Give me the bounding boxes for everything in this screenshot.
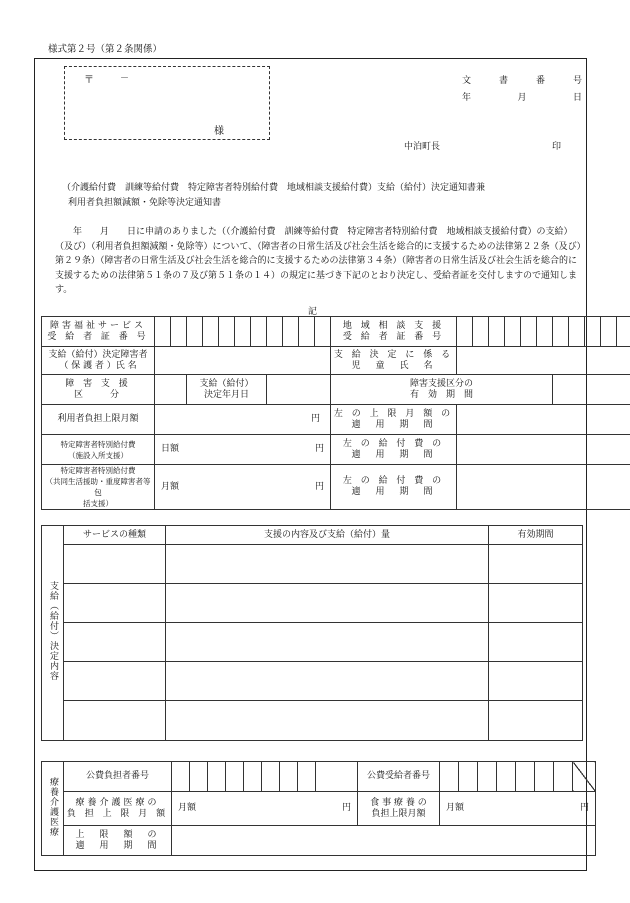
- doc-char: 番: [535, 76, 545, 86]
- digit-cell[interactable]: [203, 317, 219, 347]
- table-row: [42, 435, 630, 465]
- class-validity-field[interactable]: [553, 375, 630, 405]
- group-benefit-field[interactable]: [155, 465, 331, 510]
- content-cell[interactable]: [166, 662, 489, 701]
- digit-cell[interactable]: [473, 317, 489, 347]
- period-cell[interactable]: [489, 701, 583, 741]
- digit-cell[interactable]: [235, 317, 251, 347]
- class-validity-label: 障害支援区分の 有 効 期 間: [331, 375, 553, 405]
- table-row: [42, 465, 630, 510]
- diagonal-cell: [573, 762, 596, 792]
- monthly-amount-label: 月額: [446, 803, 465, 813]
- doc-char: 文: [462, 76, 472, 86]
- medical-care-side-label: 療養介護医療: [42, 762, 64, 856]
- child-name-label: 支 給 決 定 に 係 る 児 童 氏 名: [331, 347, 457, 375]
- table-row: [42, 826, 596, 856]
- burden-limit-field[interactable]: [155, 405, 331, 435]
- notice-title-line1: （介護給付費 訓練等給付費 特定障害者特別給付費 地域相談支援給付費）支給（給付）決定通知書兼: [62, 183, 486, 193]
- support-class-label: 障 害 支 援 区 分: [42, 375, 155, 405]
- service-cell[interactable]: [64, 623, 166, 662]
- issue-date-label: [462, 90, 582, 103]
- digit-cell[interactable]: [298, 762, 316, 792]
- service-cell[interactable]: [64, 701, 166, 741]
- digit-cell[interactable]: [251, 317, 267, 347]
- table-row: [42, 792, 596, 826]
- digit-cell[interactable]: [267, 317, 283, 347]
- digit-cell[interactable]: [299, 317, 315, 347]
- monthly-amount-label: 月額: [178, 803, 197, 813]
- form-number-label: 様式第２号（第２条関係）: [48, 44, 163, 55]
- recipient-number-label: 公費受給者番号: [358, 762, 440, 792]
- limit-period-label: 上 限 額 の 適 用 期 間: [64, 826, 172, 856]
- limit-period-field[interactable]: [457, 405, 630, 435]
- benefit-period-field[interactable]: [457, 465, 630, 510]
- burden-limit-label: 利用者負担上限月額: [42, 405, 155, 435]
- welfare-cert-no-label: 障害福祉サービス 受 給 者 証 番 号: [42, 317, 155, 347]
- digit-cell[interactable]: [208, 762, 226, 792]
- postal-mark: 〒: [84, 75, 94, 86]
- table-row: [42, 375, 630, 405]
- digit-cell[interactable]: [440, 762, 459, 792]
- doc-char: 号: [572, 76, 582, 86]
- yen-unit: 円: [314, 444, 324, 454]
- medical-care-table: [41, 761, 596, 856]
- honorific-label: 様: [214, 126, 224, 137]
- content-cell[interactable]: [166, 623, 489, 662]
- spacer-cell: [316, 762, 358, 792]
- monthly-amount-label: 月額: [161, 481, 180, 492]
- table-row: [42, 584, 583, 623]
- recipient-name-field[interactable]: [155, 347, 331, 375]
- col-validity-period: 有効期間: [489, 526, 583, 545]
- issuer-name: 中泊町長: [404, 142, 441, 152]
- digit-cell[interactable]: [537, 317, 553, 347]
- medical-limit-field[interactable]: [172, 792, 358, 826]
- digit-cell[interactable]: [244, 762, 262, 792]
- date-month: 月: [517, 93, 527, 103]
- digit-cell[interactable]: [171, 317, 187, 347]
- table-row: [42, 317, 630, 347]
- seal-mark: 印: [552, 142, 562, 152]
- decision-date-field[interactable]: [267, 375, 331, 405]
- table-row: [42, 526, 583, 545]
- payer-number-label: 公費負担者番号: [64, 762, 172, 792]
- group-benefit-label: 特定障害者特別給付費 （共同生活援助・重度障害者等包 括支援）: [42, 465, 155, 510]
- col-service-type: サービスの種類: [64, 526, 166, 545]
- benefit-period-label: 左 の 給 付 費 の 適 用 期 間: [331, 435, 457, 465]
- document-number-label: [462, 73, 582, 86]
- digit-cell[interactable]: [283, 317, 299, 347]
- limit-period-field[interactable]: [172, 826, 596, 856]
- benefit-period-label: 左 の 給 付 費 の 適 用 期 間: [331, 465, 457, 510]
- digit-cell[interactable]: [262, 762, 280, 792]
- recipient-info-table: [41, 316, 630, 510]
- digit-cell[interactable]: [521, 317, 537, 347]
- period-cell[interactable]: [489, 662, 583, 701]
- decision-content-side-label: 支給（給付）決定内容: [42, 526, 64, 741]
- digit-cell[interactable]: [516, 762, 535, 792]
- table-row: [42, 347, 630, 375]
- ki-heading: 記: [308, 307, 318, 317]
- digit-cell[interactable]: [190, 762, 208, 792]
- address-box: [64, 66, 270, 140]
- digit-cell[interactable]: [226, 762, 244, 792]
- period-cell[interactable]: [489, 584, 583, 623]
- support-class-field[interactable]: [155, 375, 187, 405]
- service-cell[interactable]: [64, 662, 166, 701]
- digit-cell[interactable]: [554, 762, 573, 792]
- medical-limit-label: 療養介護医療の 負 担 上 限 月 額: [64, 792, 172, 826]
- content-cell[interactable]: [166, 584, 489, 623]
- table-row: [42, 662, 583, 701]
- table-row: [42, 762, 596, 792]
- content-cell[interactable]: [166, 701, 489, 741]
- date-day: 日: [572, 93, 582, 103]
- service-cell[interactable]: [64, 584, 166, 623]
- table-row: [42, 701, 583, 741]
- digit-cell[interactable]: [617, 317, 630, 347]
- meal-limit-field[interactable]: [440, 792, 596, 826]
- period-cell[interactable]: [489, 623, 583, 662]
- service-cell[interactable]: [64, 545, 166, 584]
- digit-cell[interactable]: [172, 762, 190, 792]
- digit-cell[interactable]: [489, 317, 505, 347]
- digit-cell[interactable]: [280, 762, 298, 792]
- digit-cell[interactable]: [457, 317, 473, 347]
- digit-cell[interactable]: [219, 317, 235, 347]
- community-cert-no-label: 地 域 相 談 支 援 受 給 者 証 番 号: [331, 317, 457, 347]
- digit-cell[interactable]: [187, 317, 203, 347]
- digit-cell[interactable]: [497, 762, 516, 792]
- benefit-period-field[interactable]: [457, 435, 630, 465]
- digit-cell[interactable]: [535, 762, 554, 792]
- decision-content-table: [41, 525, 583, 741]
- facility-benefit-label: 特定障害者特別給付費 （施設入所支援）: [42, 435, 155, 465]
- digit-cell[interactable]: [505, 317, 521, 347]
- digit-cell[interactable]: [315, 317, 331, 347]
- table-row: [42, 623, 583, 662]
- content-cell[interactable]: [166, 545, 489, 584]
- col-support-content: 支援の内容及び支給（給付）量: [166, 526, 489, 545]
- period-cell[interactable]: [489, 545, 583, 584]
- digit-cell[interactable]: [601, 317, 617, 347]
- digit-cell[interactable]: [155, 317, 171, 347]
- digit-cell[interactable]: [553, 317, 569, 347]
- yen-unit: 円: [341, 803, 351, 813]
- digit-cell[interactable]: [569, 317, 585, 347]
- table-row: [42, 405, 630, 435]
- notice-body-text: 年 月 日に申請のありました（（介護給付費 訓練等給付費 特定障害者特別給付費 地域相談支援給付費）の支給）（及び）（利用者負担額減額・免除等）について、（障害者の日常生活及び社会生活を総合的に支援するための法律第２２条（及び）第２９条）（障害者の日常生活及び社会生活を総合的に支援するための法律第３４条）（障害者の日常生活及び社会生活を総合的に支援するための法律第５１条の７及び第５１条の１４）の規定に基づき下記のとおり決定し、受給者証を交付しますので通知します。: [55, 227, 582, 295]
- recipient-name-label: 支給（給付）決定障害者 （ 保 護 者 ）氏 名: [42, 347, 155, 375]
- table-row: [42, 545, 583, 584]
- doc-char: 書: [498, 76, 508, 86]
- child-name-field[interactable]: [457, 347, 630, 375]
- decision-date-label: 支給（給付） 決定年月日: [187, 375, 267, 405]
- postal-dash: －: [120, 74, 130, 84]
- yen-unit: 円: [579, 803, 589, 813]
- notice-title-line2: 利用者負担額減額・免除等決定通知書: [68, 198, 222, 208]
- date-year: 年: [462, 93, 472, 103]
- daily-amount-label: 日額: [161, 444, 180, 454]
- facility-benefit-field[interactable]: [155, 435, 331, 465]
- digit-cell[interactable]: [585, 317, 601, 347]
- meal-limit-label: 食 事 療 養 の 負担上限月額: [358, 792, 440, 826]
- yen-unit: 円: [314, 481, 324, 492]
- digit-cell[interactable]: [478, 762, 497, 792]
- digit-cell[interactable]: [459, 762, 478, 792]
- limit-period-label: 左 の 上 限 月 額 の 適 用 期 間: [331, 405, 457, 435]
- yen-unit: 円: [310, 414, 320, 424]
